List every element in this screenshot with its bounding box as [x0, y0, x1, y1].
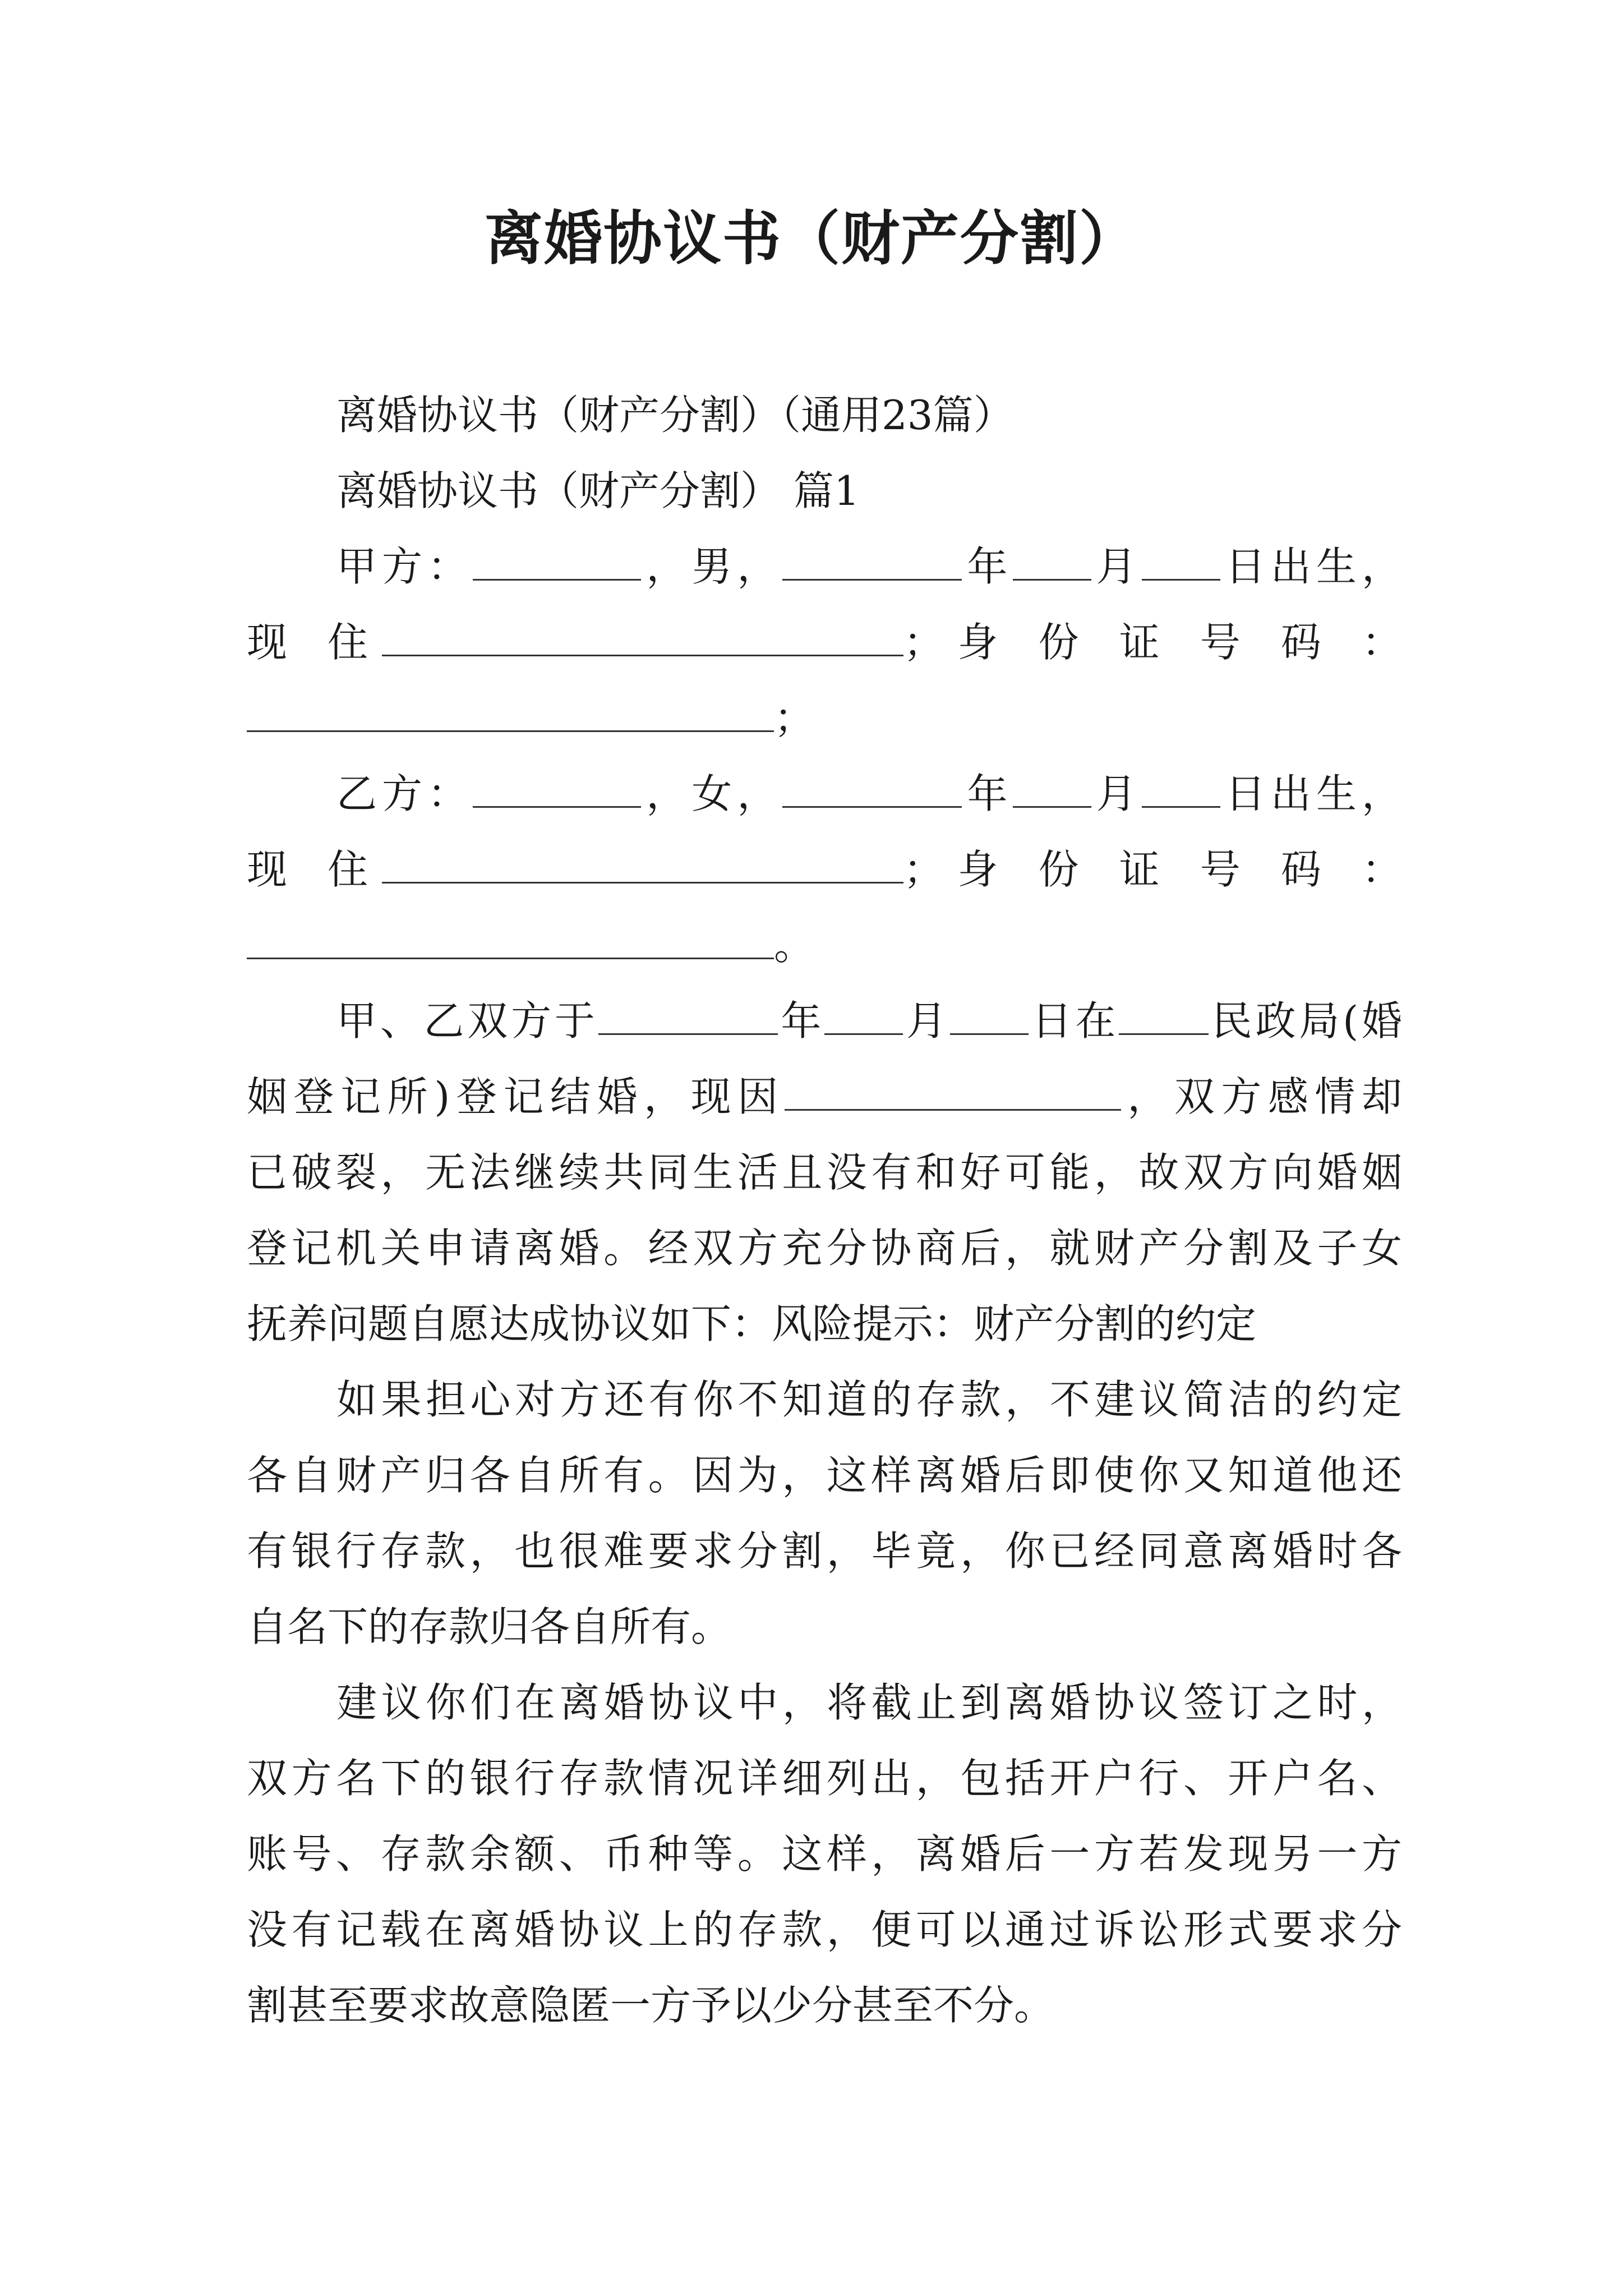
- party-a-id-blank: [247, 696, 774, 732]
- party-a-line-1: 甲方： ，男， 年 月 日出生，: [336, 543, 1402, 590]
- marriage-month-blank: [824, 999, 903, 1035]
- para2-line-1: 如果担心对方还有你不知道的存款，不建议简洁的约定: [336, 1376, 1402, 1423]
- party-a-line-2: 现 住 ；身 份 证 号 码 ：: [247, 619, 1402, 666]
- party-a-birth-year-blank: [782, 544, 962, 581]
- marriage-line-4: 登记机关申请离婚。经双方充分协商后，就财产分割及子女: [247, 1225, 1402, 1272]
- para3-line-5: 割甚至要求故意隐匿一方予以少分甚至不分。: [247, 1982, 1055, 2029]
- marriage-year-blank: [598, 999, 778, 1035]
- party-a-line-3: ；: [247, 690, 1402, 746]
- para3-line-3: 账号、存款余额、币种等。这样，离婚后一方若发现另一方: [247, 1830, 1402, 1878]
- party-b-birth-month-blank: [1013, 771, 1091, 808]
- party-b-line-2: 现 住 ；身 份 证 号 码 ：: [247, 846, 1402, 893]
- document-subtitle: 离婚协议书（财产分割）（通用23篇）: [336, 392, 1014, 439]
- party-b-line-1: 乙方： ，女， 年 月 日出生，: [336, 770, 1402, 817]
- party-a-birth-month-blank: [1013, 544, 1091, 581]
- marriage-line-2: 姻登记所)登记结婚，现因 ，双方感情却: [247, 1073, 1402, 1120]
- marriage-line-3: 已破裂，无法继续共同生活且没有和好可能，故双方向婚姻: [247, 1149, 1402, 1196]
- party-b-line-3: 。: [247, 917, 1402, 973]
- para3-line-1: 建议你们在离婚协议中，将截止到离婚协议签订之时，: [336, 1679, 1402, 1726]
- marriage-line-5: 抚养问题自愿达成协议如下：风险提示：财产分割的约定: [247, 1300, 1257, 1347]
- party-a-name-blank: [473, 544, 641, 581]
- para2-line-2: 各自财产归各自所有。因为，这样离婚后即使你又知道他还: [247, 1452, 1402, 1499]
- para2-line-3: 有银行存款，也很难要求分割，毕竟，你已经同意离婚时各: [247, 1527, 1402, 1575]
- marriage-day-blank: [950, 999, 1029, 1035]
- party-a-address-blank: [382, 620, 903, 656]
- marriage-bureau-blank: [1119, 999, 1209, 1035]
- party-b-birth-year-blank: [782, 771, 962, 808]
- party-b-birth-day-blank: [1142, 771, 1220, 808]
- para2-line-4: 自名下的存款归各自所有。: [247, 1603, 732, 1650]
- marriage-line-1: 甲、乙双方于 年 月 日在 民政局(婚: [336, 997, 1402, 1045]
- section-heading: 离婚协议书（财产分割） 篇1: [336, 467, 860, 514]
- party-b-name-blank: [473, 771, 641, 808]
- para3-line-2: 双方名下的银行存款情况详细列出，包括开户行、开户名、: [247, 1755, 1402, 1802]
- party-b-id-blank: [247, 923, 774, 959]
- party-b-address-blank: [382, 847, 903, 884]
- document-title: 离婚协议书（财产分割）: [484, 204, 1138, 273]
- party-a-birth-day-blank: [1142, 544, 1220, 581]
- divorce-reason-blank: [785, 1074, 1121, 1111]
- para3-line-4: 没有记载在离婚协议上的存款，便可以通过诉讼形式要求分: [247, 1906, 1402, 1953]
